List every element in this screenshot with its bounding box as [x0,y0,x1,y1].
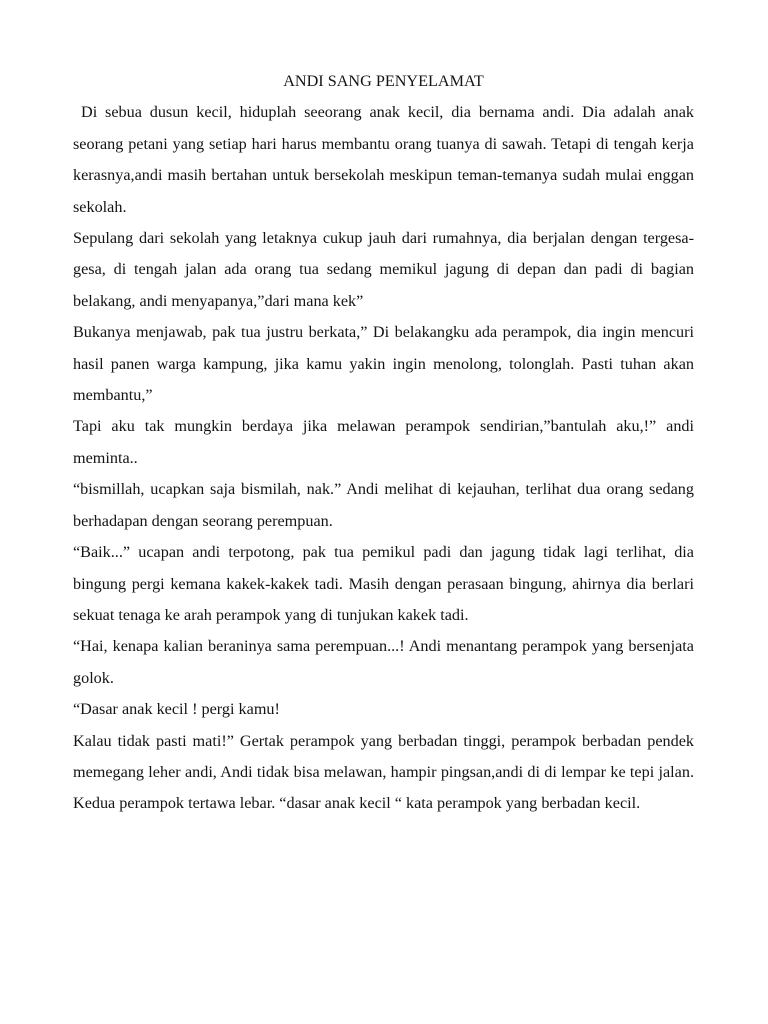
story-text [73,66,694,820]
paragraph-9: Kalau tidak pasti mati!” Gertak perampok yang berbadan tinggi, perampok berbadan pendek memegang leher andi, Andi tidak bisa melawan, hampir pingsan,andi di di lempar ke tepi jalan. Kedua perampok tertawa lebar. “dasar anak kecil “ kata perampok yang berbadan kecil. [73,731,694,813]
paragraph-5: “bismillah, ucapkan saja bismilah, nak.” Andi melihat di kejauhan, terlihat dua orang sedang berhadapan dengan seorang perempuan. [73,480,694,530]
paragraph-2: Sepulang dari sekolah yang letaknya cukup jauh dari rumahnya, dia berjalan dengan tergesa-gesa, di tengah jalan ada orang tua sedang memikul jagung di depan dan padi di bagian belakang, andi menyapanya,”dari mana kek” [73,229,694,310]
paragraph-1: Di sebua dusun kecil, hiduplah seeorang anak kecil, dia bernama andi. Dia adalah anak seorang petani yang setiap hari harus membantu orang tuanya di sawah. Tetapi di tengah kerja kerasnya,andi masih bertahan untuk bersekolah meskipun teman-temanya sudah mulai enggan sekolah. [73,103,694,216]
paragraph-3: Bukanya menjawab, pak tua justru berkata,” Di belakangku ada perampok, dia ingin mencuri hasil panen warga kampung, jika kamu yakin ingin menolong, tolonglah. Pasti tuhan akan membantu,” [73,323,694,405]
paragraph-4: Tapi aku tak mungkin berdaya jika melawan perampok sendirian,”bantulah aku,!” andi meminta.. [73,417,694,467]
story-title: ANDI SANG PENYELAMAT [283,72,484,90]
paragraph-7: “Hai, kenapa kalian beraninya sama perempuan...! Andi menantang perampok yang bersenjata golok. [73,637,694,687]
paragraph-6: “Baik...” ucapan andi terpotong, pak tua pemikul padi dan jagung tidak lagi terlihat, dia bingung pergi kemana kakek-kakek tadi. Masih dengan perasaan bingung, ahirnya dia berlari sekuat tenaga ke arah perampok yang di tunjukan kakek tadi. [73,543,694,624]
paragraph-8: “Dasar anak kecil ! pergi kamu! [73,700,280,719]
